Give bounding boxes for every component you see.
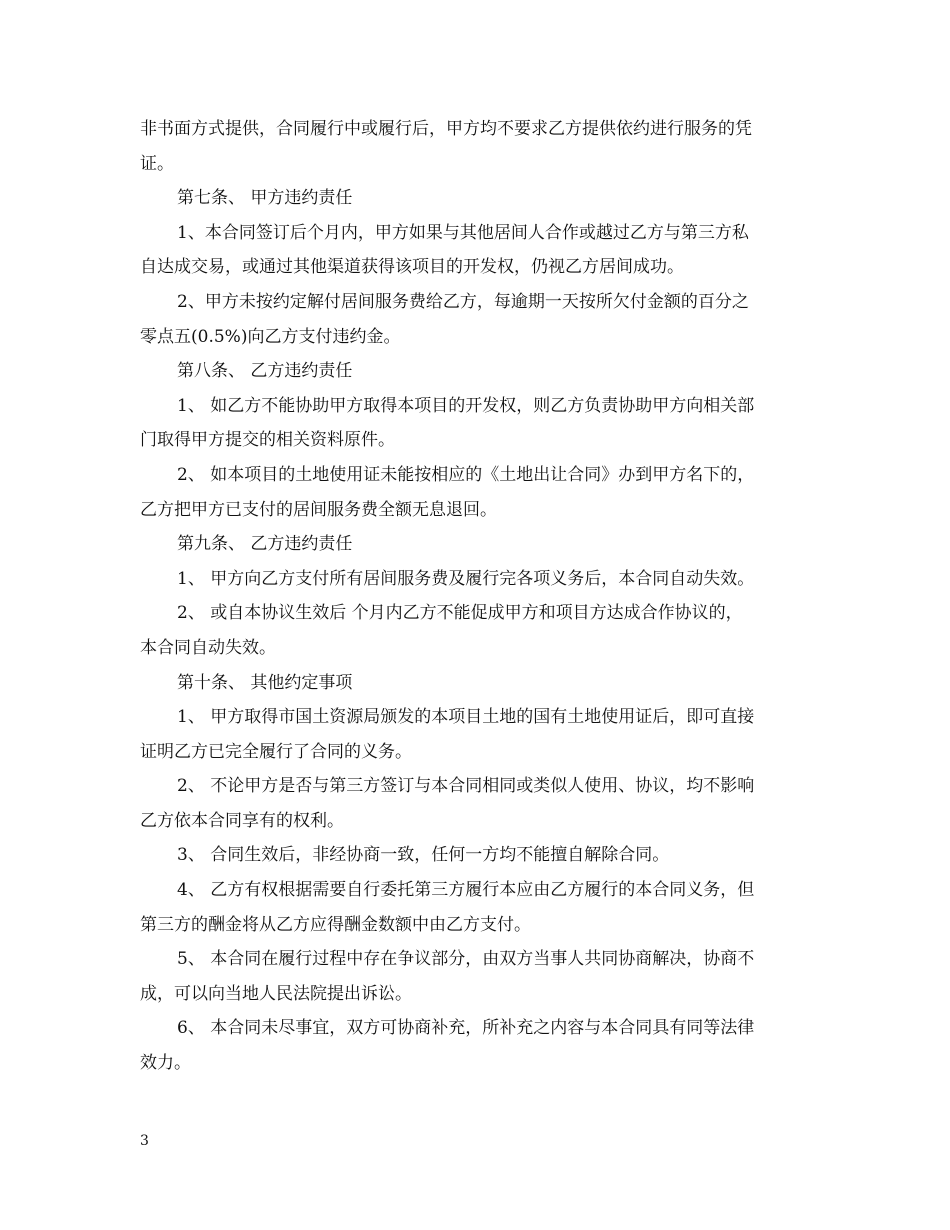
text-line: 乙方把甲方已支付的居间服务费全额无息退回。 [140,499,497,520]
text-line: 1、 如乙方不能协助甲方取得本项目的开发权，则乙方负责协助甲方向相关部 [177,395,755,416]
text-line: 零点五(0.5%)向乙方支付违约金。 [140,326,401,347]
text-line: 本合同自动失效。 [140,637,276,658]
section-heading: 第十条、 其他约定事项 [177,672,353,693]
page-number: 3 [140,1133,149,1149]
text-line: 2、 不论甲方是否与第三方签订与本合同相同或类似人使用、协议，均不影响 [177,776,755,797]
text-line: 效力。 [140,1053,191,1074]
text-line: 4、 乙方有权根据需要自行委托第三方履行本应由乙方履行的本合同义务，但 [177,880,755,901]
text-line: 2、 如本项目的土地使用证未能按相应的《土地出让合同》办到甲方名下的， [177,464,755,485]
text-line: 1、 甲方取得市国土资源局颁发的本项目土地的国有土地使用证后，即可直接 [177,707,755,728]
text-line: 证明乙方已完全履行了合同的义务。 [140,741,412,762]
text-line: 3、 合同生效后，非经协商一致，任何一方均不能擅自解除合同。 [177,845,670,866]
text-line: 自达成交易，或通过其他渠道获得该项目的开发权，仍视乙方居间成功。 [140,257,684,278]
section-heading: 第八条、 乙方违约责任 [177,361,353,382]
text-line: 2、甲方未按约定解付居间服务费给乙方，每逾期一天按所欠付金额的百分之 [177,291,749,312]
text-line: 5、 本合同在履行过程中存在争议部分，由双方当事人共同协商解决，协商不 [177,949,755,970]
section-heading: 第九条、 乙方违约责任 [177,534,353,555]
text-line: 证。 [140,153,174,174]
text-line: 第三方的酬金将从乙方应得酬金数额中由乙方支付。 [140,914,531,935]
text-line: 乙方依本合同享有的权利。 [140,810,344,831]
text-line: 1、 甲方向乙方支付所有居间服务费及履行完各项义务后，本合同自动失效。 [177,568,755,589]
section-heading: 第七条、 甲方违约责任 [177,188,353,209]
text-line: 1、本合同签订后个月内，甲方如果与其他居间人合作或越过乙方与第三方私 [177,222,749,243]
document-body [140,112,815,1081]
text-line: 2、 或自本协议生效后 个月内乙方不能促成甲方和项目方达成合作协议的， [177,603,743,624]
text-line: 非书面方式提供，合同履行中或履行后，甲方均不要求乙方提供依约进行服务的凭 [140,119,752,139]
text-line: 成，可以向当地人民法院提出诉讼。 [140,983,412,1004]
text-line: 6、 本合同未尽事宜，双方可协商补充，所补充之内容与本合同具有同等法律 [177,1018,755,1039]
text-line: 门取得甲方提交的相关资料原件。 [140,430,395,451]
